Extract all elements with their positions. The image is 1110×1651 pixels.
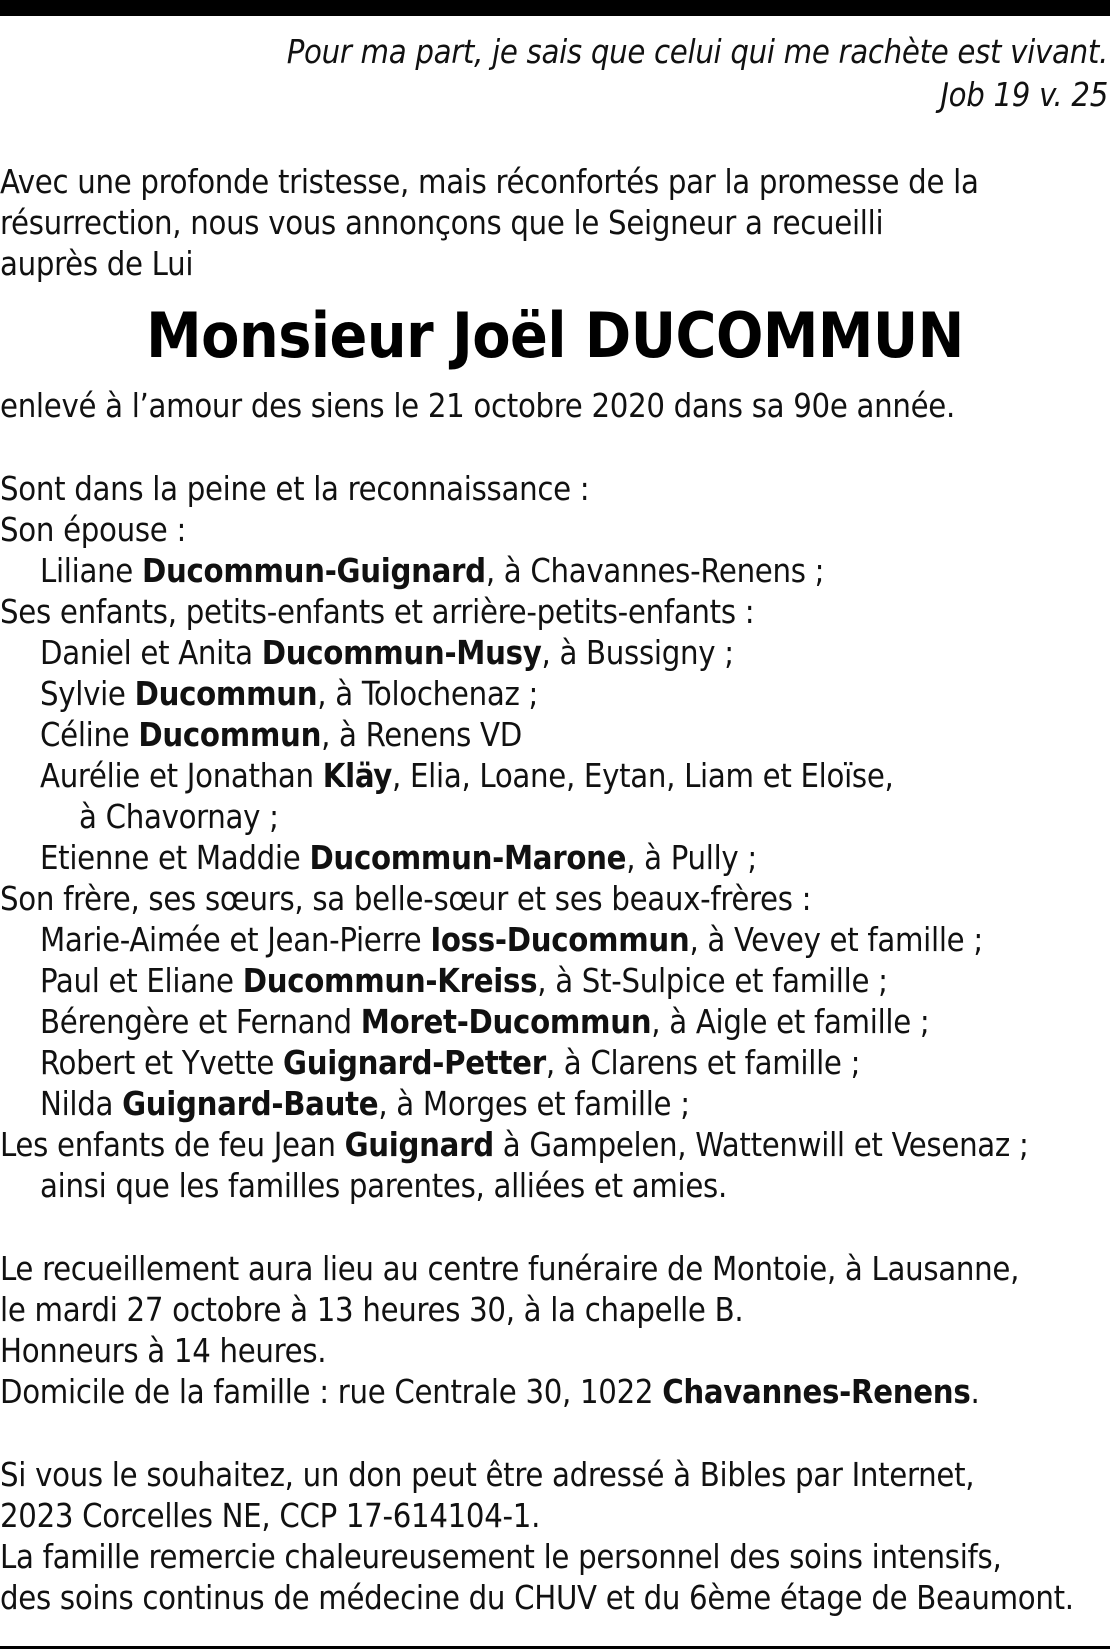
domicile-line: Domicile de la famille : rue Centrale 30, 1022 Chavannes-Renens. bbox=[0, 1373, 980, 1411]
closing-line: 2023 Corcelles NE, CCP 17-614104-1. bbox=[0, 1497, 541, 1535]
intro-line: auprès de Lui bbox=[0, 245, 194, 283]
bible-verse-reference: Job 19 v. 25 bbox=[940, 76, 1108, 114]
surname: Ducommun-Marone bbox=[309, 839, 627, 877]
surname: Ducommun-Kreiss bbox=[242, 962, 538, 1000]
surname: Ducommun bbox=[138, 716, 322, 754]
bible-verse: Pour ma part, je sais que celui qui me rachète est vivant. bbox=[286, 33, 1108, 71]
surname: Ioss-Ducommun bbox=[430, 921, 690, 959]
surname: Moret-Ducommun bbox=[360, 1003, 652, 1041]
sibling-entry: Marie-Aimée et Jean-Pierre Ioss-Ducommun, à Vevey et famille ; bbox=[40, 921, 983, 959]
sibling-entry: Paul et Eliane Ducommun-Kreiss, à St-Sulpice et famille ; bbox=[40, 962, 888, 1000]
deceased-name: Monsieur Joël DUCOMMUN bbox=[146, 299, 964, 372]
surname: Guignard-Baute bbox=[122, 1085, 379, 1123]
closing-line: Si vous le souhaitez, un don peut être adressé à Bibles par Internet, bbox=[0, 1456, 975, 1494]
child-entry-continuation: à Chavornay ; bbox=[79, 798, 279, 836]
top-border-rule bbox=[0, 0, 1110, 16]
intro-line: Avec une profonde tristesse, mais réconfortés par la promesse de la bbox=[0, 163, 979, 201]
children-heading: Ses enfants, petits-enfants et arrière-petits-enfants : bbox=[0, 593, 755, 631]
extended-family-line: ainsi que les familles parentes, alliées et amies. bbox=[40, 1167, 727, 1205]
spouse-heading: Son épouse : bbox=[0, 511, 187, 549]
closing-line: des soins continus de médecine du CHUV et du 6ème étage de Beaumont. bbox=[0, 1579, 1074, 1617]
mourners-heading: Sont dans la peine et la reconnaissance : bbox=[0, 470, 590, 508]
surname: Guignard bbox=[344, 1126, 494, 1164]
surname: Ducommun-Guignard bbox=[142, 552, 486, 590]
ceremony-line: Honneurs à 14 heures. bbox=[0, 1332, 327, 1370]
ceremony-line: Le recueillement aura lieu au centre funéraire de Montoie, à Lausanne, bbox=[0, 1250, 1020, 1288]
bottom-border-rule bbox=[0, 1646, 1110, 1649]
late-brother-entry: Les enfants de feu Jean Guignard à Gampelen, Wattenwill et Vesenaz ; bbox=[0, 1126, 1029, 1164]
sibling-entry: Bérengère et Fernand Moret-Ducommun, à Aigle et famille ; bbox=[40, 1003, 930, 1041]
child-entry: Aurélie et Jonathan Kläy, Elia, Loane, Eytan, Liam et Eloïse, bbox=[40, 757, 894, 795]
child-entry: Sylvie Ducommun, à Tolochenaz ; bbox=[40, 675, 539, 713]
ceremony-line: le mardi 27 octobre à 13 heures 30, à la chapelle B. bbox=[0, 1291, 744, 1329]
sibling-entry: Robert et Yvette Guignard-Petter, à Clarens et famille ; bbox=[40, 1044, 861, 1082]
child-entry: Céline Ducommun, à Renens VD bbox=[40, 716, 522, 754]
siblings-heading: Son frère, ses sœurs, sa belle-sœur et ses beaux-frères : bbox=[0, 880, 812, 918]
surname: Ducommun bbox=[134, 675, 318, 713]
spouse-entry: Liliane Ducommun-Guignard, à Chavannes-Renens ; bbox=[40, 552, 825, 590]
child-entry: Daniel et Anita Ducommun-Musy, à Bussigny ; bbox=[40, 634, 734, 672]
sibling-entry: Nilda Guignard-Baute, à Morges et famille ; bbox=[40, 1085, 690, 1123]
surname: Guignard-Petter bbox=[283, 1044, 546, 1082]
death-statement: enlevé à l’amour des siens le 21 octobre 2020 dans sa 90e année. bbox=[0, 387, 955, 425]
domicile-city: Chavannes-Renens bbox=[662, 1373, 971, 1411]
surname: Kläy bbox=[322, 757, 393, 795]
surname: Ducommun-Musy bbox=[261, 634, 542, 672]
intro-line: résurrection, nous vous annonçons que le Seigneur a recueilli bbox=[0, 204, 884, 242]
child-entry: Etienne et Maddie Ducommun-Marone, à Pully ; bbox=[40, 839, 757, 877]
closing-line: La famille remercie chaleureusement le personnel des soins intensifs, bbox=[0, 1538, 1002, 1576]
